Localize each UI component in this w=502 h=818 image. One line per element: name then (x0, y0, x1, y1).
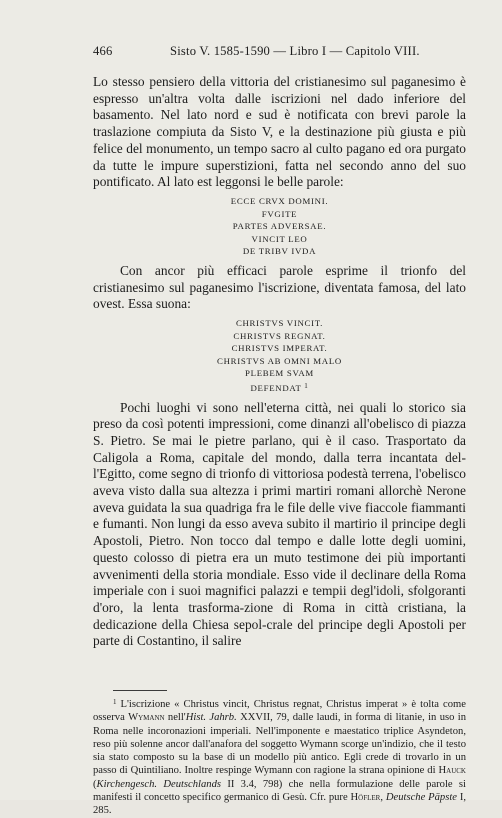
inscription-line: ECCE CRVX DOMINI. (230, 195, 329, 206)
page-number: 466 (93, 44, 113, 58)
journal-title: Hist. Jahrb. (185, 712, 237, 724)
paragraph-1: Lo stesso pensiero della vittoria del cristianesimo sul paganesimo è espresso un'altra volta dalle iscrizioni nel dado inferiore del basamento. Nel lato nord e sud è notificata con brevi parole la traslazione compiuta da Sisto V, e la destinazione più giusta e più felice del monumento, un tempo sacro al culto pagano ed ora purgato da tutte le impure superstizioni, fatta nel secondo anno del suo pontificato. Al lato est leggonsi le belle parole: (93, 74, 466, 190)
book-title: Deutsche Päpste (385, 792, 457, 804)
inscription-line: DE TRIBV IVDA (242, 246, 317, 257)
running-title: Sisto V. 1585-1590 — Libro I — Capitolo VIII. (170, 44, 420, 58)
inscription-line: PARTES ADVERSAE. (232, 221, 327, 232)
footnote-text (93, 696, 466, 818)
inscription-line: CHRISTVS VINCIT. (235, 318, 324, 328)
inscription-line: PLEBEM SVAM (245, 368, 314, 379)
paragraph-3: Pochi luoghi vi sono nell'eterna città, nei quali lo storico sia preso da così potenti impressioni, come dinanzi all'obelisco di piazza S. Pietro. Se mai le pietre parlano, qui è il caso. Trasportato da Caligola a Roma, capitale del mondo, dalla terra incantata del-l'Egitto, come segno di trionfo di vittoriosa podestà terrena, l'obelisco aveva visto dalla sua altezza i primi martiri romani allorchè Nerone aveva guidata la sua quadriga fra le file delle vive fiaccole fiammanti e fumanti. Non lungi da esso aveva subito il martirio il principe degli Apostoli, Pietro. Non tocco dal tempo e dalle lotte degli uomini, questo colosso di pietra era un muto testimone dei più importanti avvenimenti della storia mondiale. Esso vide il declinare della Roma imperiale con i suoi magnifici palazzi e tempii degl'idoli, sfolgoranti d'oro, la lenta trasforma-zione di Roma in città cristiana, la dedicazione della Chiesa sepol-crale del principe degli Apostoli per parte di Costantino, il salire (93, 399, 466, 649)
footnote-marker: 1 (304, 381, 309, 390)
paragraph-2: Con ancor più efficaci parole esprime il trionfo del cristianesimo sul paganesimo l'iscrizione, diventata famosa, del lato ovest. Essa suona: (93, 262, 466, 312)
footnote-span: nell' (164, 712, 186, 724)
main-text (93, 74, 466, 650)
author-hauck: Hauck (438, 765, 466, 777)
footnote-span: II 3.4, 798) che nella formulazione delle parole si manifesti il concetto specifico germanico di Gesù. Cfr. pure (93, 778, 466, 804)
author-hofler: Höfler (350, 792, 381, 804)
inscription-east (93, 195, 466, 258)
inscription-line: VINCIT LEO (251, 233, 308, 244)
inscription-west (93, 317, 466, 395)
footnote-span: XXVII, 79, dalle laudi, in forma di litanie, in uso in Roma nelle incoronazioni imperiali. Nell'imponente e maestatico triplice Asyndeton, reso più solenne ancor dall'anafora del soggetto Wymann scorge un'indizio, che il testo sia stato composto su la base di un modello più antico. Egli crede di trovarlo in un passo di Quintiliano. Inoltre respinge Wymann con ragione la strana opinione di (93, 712, 467, 777)
inscription-line: FVGITE (261, 208, 298, 219)
footnote-divider (113, 690, 167, 691)
footnote-span: ( (93, 778, 97, 790)
footnote (93, 696, 466, 818)
footnote-span: , (380, 792, 386, 804)
inscription-last-text: DEFENDAT (250, 382, 302, 393)
author-wymann: Wymann (128, 712, 165, 724)
footnote-span: L'iscrizione « Christus vincit, Christus regnat, Christus imperat » è tolta come osserva (93, 699, 466, 724)
footnote-number: 1 (113, 698, 117, 706)
inscription-line (93, 380, 466, 395)
footnote-span: I, 285. (93, 792, 467, 817)
inscription-line: CHRISTVS AB OMNI MALO (217, 355, 342, 366)
book-title: Kirchengesch. Deutschlands (96, 778, 222, 790)
inscription-line: CHRISTVS IMPERAT. (231, 343, 328, 354)
inscription-line: CHRISTVS REGNAT. (233, 330, 326, 341)
